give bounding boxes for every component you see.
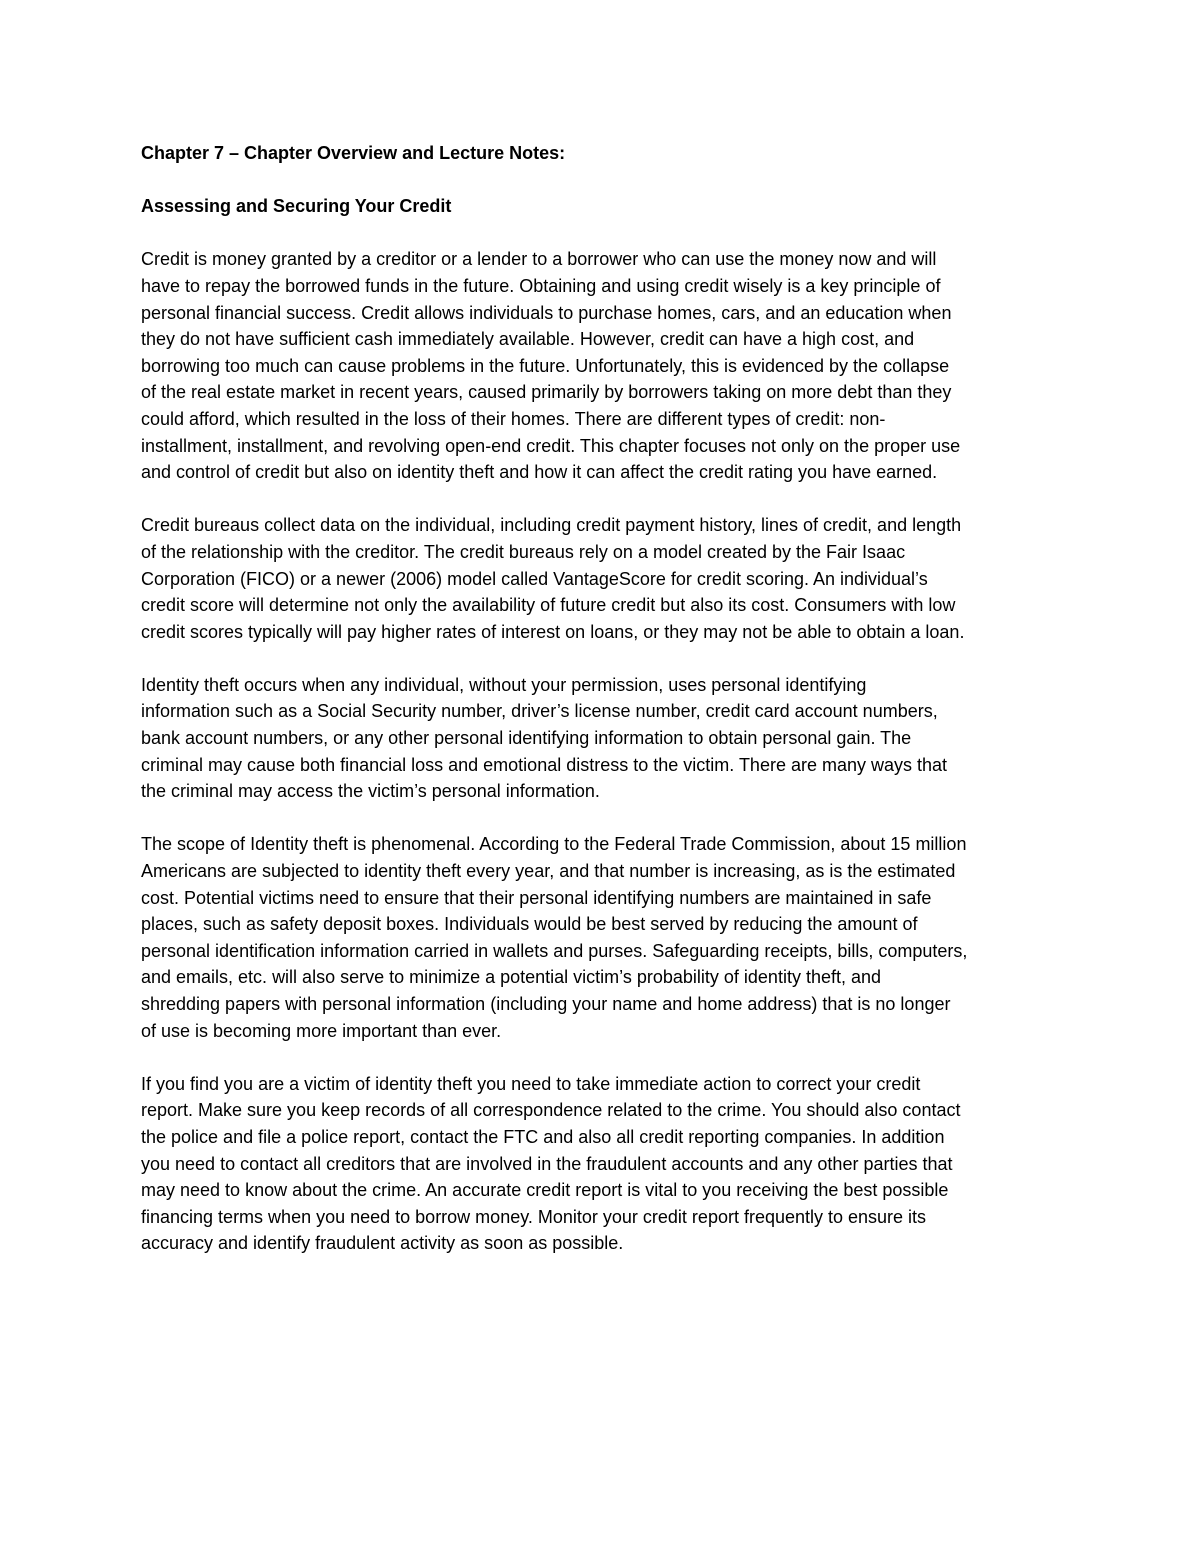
text-line: credit score will determine not only the availability of future credit but also its cost. Consumers with low (141, 595, 956, 616)
text-line: could afford, which resulted in the loss of their homes. There are different types of credit: non- (141, 408, 886, 429)
text-line: The scope of Identity theft is phenomenal. According to the Federal Trade Commission, about 15 million (141, 834, 967, 855)
text-line: Identity theft occurs when any individual, without your permission, uses personal identifying (141, 674, 867, 695)
text-line: and emails, etc. will also serve to minimize a potential victim’s probability of identity theft, and (141, 967, 882, 988)
text-line: accuracy and identify fraudulent activity as soon as possible. (141, 1233, 624, 1254)
text-line: criminal may cause both financial loss and emotional distress to the victim. There are many ways that (141, 754, 948, 775)
text-line: you need to contact all creditors that are involved in the fraudulent accounts and any other parties that (141, 1153, 953, 1174)
text-line: have to repay the borrowed funds in the future. Obtaining and using credit wisely is a key principle of (141, 275, 941, 296)
paragraph-identity-theft (141, 672, 1066, 805)
text-line: of the relationship with the creditor. The credit bureaus rely on a model created by the Fair Isaac (141, 541, 906, 562)
paragraph-identity-theft-scope (141, 831, 1066, 1044)
text-line: of the real estate market in recent years, caused primarily by borrowers taking on more debt than they (141, 382, 952, 403)
document-subtitle: Assessing and Securing Your Credit (141, 196, 452, 217)
text-line: installment, installment, and revolving open-end credit. This chapter focuses not only on the proper use (141, 435, 961, 456)
text-line: personal identification information carried in wallets and purses. Safeguarding receipts, bills, computers, (141, 940, 968, 961)
text-line: Corporation (FICO) or a newer (2006) model called VantageScore for credit scoring. An individual’s (141, 568, 928, 589)
text-line: may need to know about the crime. An accurate credit report is vital to you receiving the best possible (141, 1180, 949, 1201)
text-line: credit scores typically will pay higher rates of interest on loans, or they may not be able to obtain a loan. (141, 621, 965, 642)
text-line: If you find you are a victim of identity theft you need to take immediate action to correct your credit (141, 1073, 921, 1094)
text-line: places, such as safety deposit boxes. Individuals would be best served by reducing the amount of (141, 914, 918, 935)
text-line: cost. Potential victims need to ensure that their personal identifying numbers are maintained in safe (141, 887, 932, 908)
text-line: Credit is money granted by a creditor or a lender to a borrower who can use the money now and will (141, 249, 937, 270)
text-line: information such as a Social Security number, driver’s license number, credit card account numbers, (141, 701, 938, 722)
paragraph-victim-actions (141, 1071, 1066, 1257)
text-line: shredding papers with personal information (including your name and home address) that is no longer (141, 994, 951, 1014)
text-line: Americans are subjected to identity theft every year, and that number is increasing, as is the estimated (141, 861, 956, 882)
document-title: Chapter 7 – Chapter Overview and Lecture Notes: (141, 143, 566, 163)
text-line: bank account numbers, or any other personal identifying information to obtain personal gain. The (141, 728, 912, 749)
document-page (141, 140, 1066, 1284)
text-line: they do not have sufficient cash immediately available. However, credit can have a high cost, and (141, 329, 915, 350)
text-line: personal financial success. Credit allows individuals to purchase homes, cars, and an education when (141, 302, 952, 323)
paragraph-credit-definition (141, 246, 1066, 485)
text-line: the criminal may access the victim’s personal information. (141, 781, 600, 802)
text-line: Credit bureaus collect data on the individual, including credit payment history, lines of credit, and length (141, 515, 962, 536)
text-line: report. Make sure you keep records of all correspondence related to the crime. You should also contact (141, 1100, 961, 1121)
paragraph-credit-bureaus (141, 512, 1066, 645)
text-line: financing terms when you need to borrow money. Monitor your credit report frequently to ensure its (141, 1206, 927, 1227)
text-line: of use is becoming more important than ever. (141, 1020, 502, 1041)
text-line: and control of credit but also on identity theft and how it can affect the credit rating you have earned. (141, 462, 938, 483)
text-line: borrowing too much can cause problems in the future. Unfortunately, this is evidenced by the collapse (141, 355, 950, 376)
text-line: the police and file a police report, contact the FTC and also all credit reporting companies. In addition (141, 1126, 945, 1147)
